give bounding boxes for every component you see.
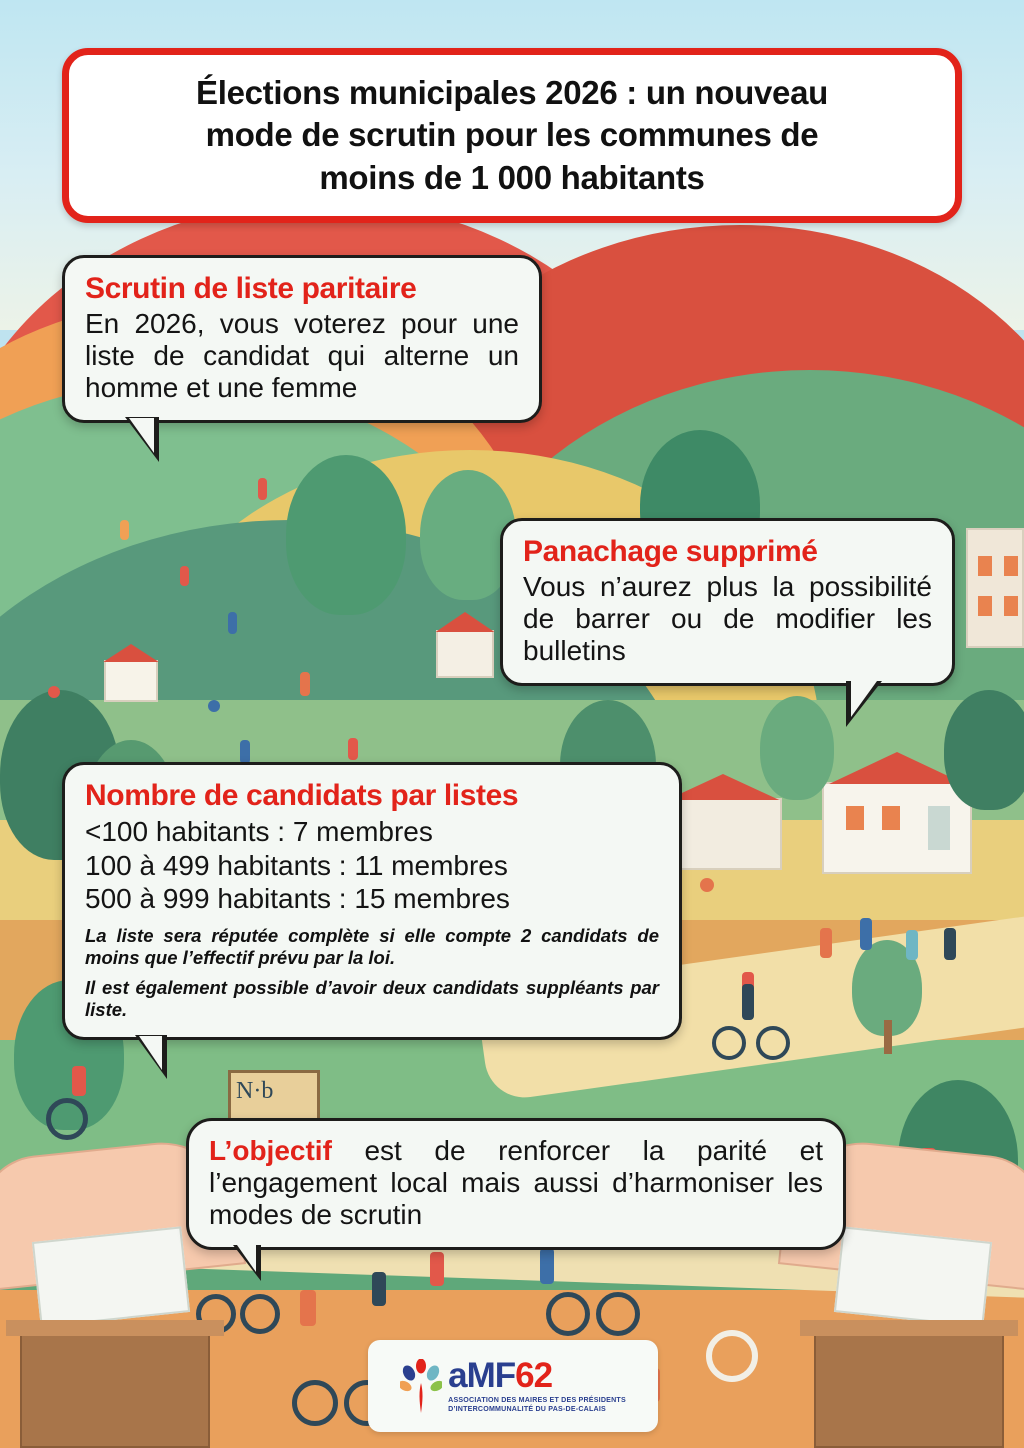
figure	[372, 1272, 386, 1306]
ballot-box-left	[20, 1328, 210, 1448]
ballot-paper-right	[834, 1226, 992, 1327]
title-line-2: mode de scrutin pour les communes de	[205, 116, 819, 154]
callout-3-note-1: La liste sera réputée complète si elle compte 2 candidats de moins que l’effectif prévu par la loi.	[85, 924, 659, 968]
figure	[348, 738, 358, 760]
window	[978, 556, 992, 576]
title-line-3: moins de 1 000 habitants	[319, 158, 705, 196]
title-card	[62, 48, 962, 223]
callout-3-heading: Nombre de candidats par listes	[85, 779, 519, 812]
callout-1-heading: Scrutin de liste paritaire	[85, 272, 417, 305]
figure	[300, 1290, 316, 1326]
amf-logo-icon	[400, 1359, 442, 1413]
figure-dot	[208, 700, 220, 712]
house-tiny	[104, 660, 158, 702]
bicycle-wheel	[712, 1026, 746, 1060]
ballot-box-left-lid	[6, 1320, 224, 1336]
callout-1-tail-fill	[129, 418, 154, 453]
cyclist	[742, 984, 754, 1020]
callout-3-note-2: Il est également possible d’avoir deux candidats suppléants par liste.	[85, 977, 659, 1021]
callout-2-body: Vous n’aurez plus la possibilité de barrer ou de modifier les bulletins	[523, 571, 932, 666]
house-small	[436, 630, 494, 678]
racket-hoop	[706, 1330, 758, 1382]
runner	[820, 928, 832, 958]
figure	[300, 672, 310, 696]
callout-scrutin-de-liste-paritaire	[62, 255, 542, 423]
callout-3-tail-fill	[139, 1036, 162, 1070]
window	[846, 806, 864, 830]
door	[928, 806, 950, 850]
figure	[430, 1252, 444, 1286]
wheelchair-wheel	[46, 1098, 88, 1140]
signboard-text: N·b	[236, 1078, 274, 1104]
figure-dot	[48, 686, 60, 698]
figure	[180, 566, 189, 586]
tree	[286, 455, 406, 615]
house-far-right	[966, 528, 1024, 648]
logo-subtitle-line-2: D’INTERCOMMUNALITÉ DU PAS-DE-CALAIS	[448, 1405, 606, 1413]
callout-4-text: est de renforcer la parité et l’engagement local mais aussi d’harmoniser les modes de scrutin	[209, 1135, 823, 1230]
figure-dot	[700, 878, 714, 892]
window	[1004, 556, 1018, 576]
callout-4-accent: L’objectif	[209, 1135, 332, 1166]
logo-subtitle	[448, 1396, 626, 1414]
logo-card	[368, 1340, 658, 1432]
ballot-paper-left	[32, 1226, 190, 1327]
logo-name: aMF	[448, 1356, 516, 1396]
callout-objectif	[186, 1118, 846, 1250]
callout-4-tail-fill	[237, 1245, 256, 1272]
callout-panachage-supprime	[500, 518, 955, 686]
callout-3-line-2: 100 à 499 habitants : 11 membres	[85, 849, 508, 881]
figure	[258, 478, 267, 500]
callout-2-heading: Panachage supprimé	[523, 535, 818, 568]
callout-nombre-de-candidats	[62, 762, 682, 1040]
bicycle-wheel	[596, 1292, 640, 1336]
window	[1004, 596, 1018, 616]
callout-2-tail-fill	[851, 681, 877, 717]
figure	[120, 520, 129, 540]
athlete	[72, 1066, 86, 1096]
tree	[944, 690, 1024, 810]
figure	[240, 740, 250, 764]
page-title	[170, 72, 854, 199]
bicycle-wheel	[240, 1294, 280, 1334]
callout-3-line-3: 500 à 999 habitants : 15 membres	[85, 883, 510, 915]
bicycle-wheel	[756, 1026, 790, 1060]
title-line-1: Élections municipales 2026 : un nouveau	[196, 74, 828, 112]
bicycle-wheel	[546, 1292, 590, 1336]
window	[978, 596, 992, 616]
tree-trunk	[884, 1020, 892, 1054]
ballot-box-right	[814, 1328, 1004, 1448]
ballot-box-right-lid	[800, 1320, 1018, 1336]
callout-4-body	[209, 1135, 823, 1231]
logo-wordmark	[448, 1356, 626, 1396]
logo-number: 62	[515, 1356, 553, 1396]
bicycle-wheel	[292, 1380, 338, 1426]
logo-subtitle-line-1: ASSOCIATION DES MAIRES ET DES PRÉSIDENTS	[448, 1396, 626, 1405]
figure	[228, 612, 237, 634]
callout-1-body: En 2026, vous voterez pour une liste de candidat qui alterne un homme et une femme	[85, 308, 519, 403]
window	[882, 806, 900, 830]
runner	[860, 918, 872, 950]
runner	[944, 928, 956, 960]
runner	[906, 930, 918, 960]
tree	[760, 696, 834, 800]
figure	[540, 1248, 554, 1284]
callout-3-line-1: <100 habitants : 7 membres	[85, 816, 433, 847]
